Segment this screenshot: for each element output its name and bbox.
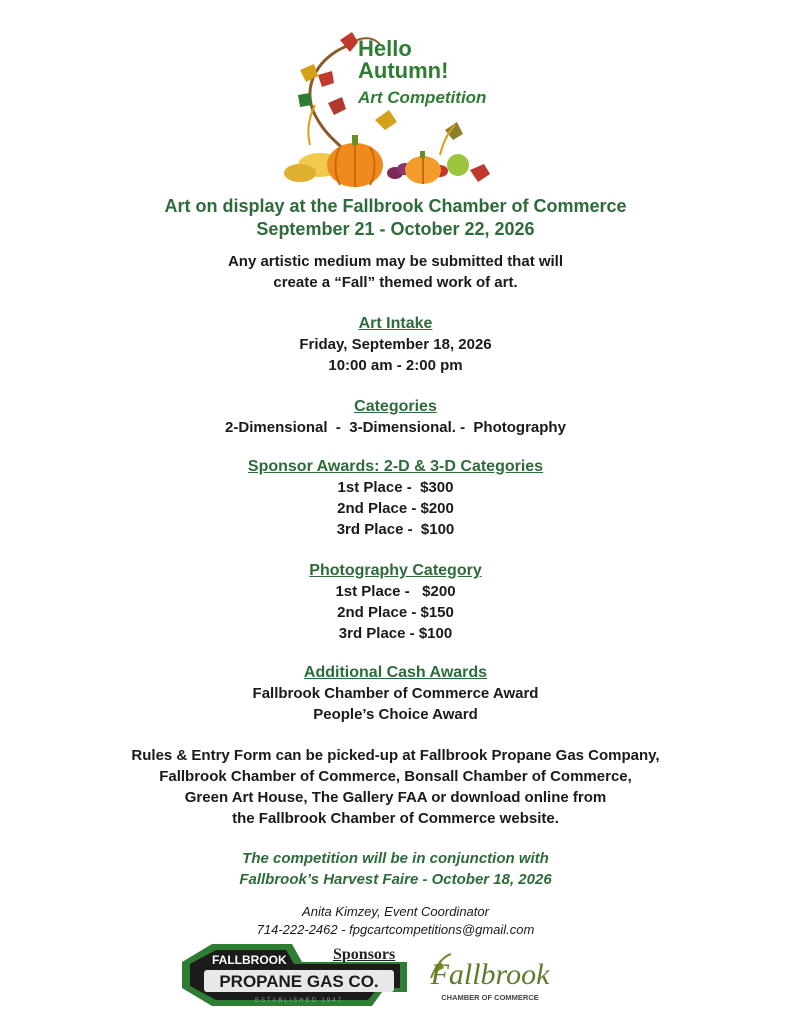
additional-award-item: People’s Choice Award (313, 706, 478, 723)
intake-title: Art Intake (358, 315, 433, 332)
photo-award-item: 3rd Place - $100 (338, 625, 453, 642)
categories-section (0, 397, 791, 438)
display-info (0, 195, 791, 241)
propane-main-text: PROPANE GAS CO. (219, 972, 379, 991)
photo-award-item: 2nd Place - $150 (337, 604, 454, 621)
art-competition-subtitle: Art Competition (358, 88, 487, 107)
chamber-sub-text: CHAMBER OF COMMERCE (441, 993, 539, 1002)
propane-gas-logo (182, 940, 412, 1010)
intake-time: 10:00 am - 2:00 pm (328, 357, 463, 374)
additional-award-item: Fallbrook Chamber of Commerce Award (252, 685, 539, 702)
rules-section (0, 745, 791, 829)
display-dates: September 21 - October 22, 2026 (256, 219, 535, 239)
autumn-line: Autumn! (358, 58, 449, 83)
intake-date: Friday, September 18, 2026 (299, 336, 492, 353)
coordinator-name: Anita Kimzey, Event Coordinator (302, 904, 489, 919)
intake-section (0, 314, 791, 376)
propane-sub-text: ESTABLISHED 1947 (255, 998, 343, 1004)
propane-top-text: FALLBROOK (212, 953, 287, 967)
contact-info (0, 903, 791, 939)
rules-line: Fallbrook Chamber of Commerce, Bonsall Chamber of Commerce, (159, 768, 632, 785)
additional-awards-section (0, 663, 791, 725)
sponsor-award-item: 1st Place - $300 (337, 479, 454, 496)
medium-line-1: Any artistic medium may be submitted that will (227, 253, 564, 270)
medium-line-2: create a “Fall” themed work of art. (273, 274, 518, 291)
sponsor-award-item: 3rd Place - $100 (336, 521, 455, 538)
sponsor-awards-title: Sponsor Awards: 2-D & 3-D Categories (247, 458, 544, 475)
rules-line: Rules & Entry Form can be picked-up at Fallbrook Propane Gas Company, (131, 747, 660, 764)
conjunction-note (0, 848, 791, 890)
hello-line: Hello (358, 36, 412, 61)
medium-info (0, 251, 791, 293)
conjunction-line-2: Fallbrook’s Harvest Faire - October 18, 2026 (239, 871, 552, 888)
chamber-name-text: Fallbrook (430, 958, 550, 991)
sponsor-award-item: 2nd Place - $200 (337, 500, 454, 517)
photography-title: Photography Category (309, 562, 482, 579)
rules-line: the Fallbrook Chamber of Commerce website. (232, 810, 559, 827)
conjunction-line-1: The competition will be in conjunction with (242, 850, 549, 867)
display-location: Art on display at the Fallbrook Chamber of Commerce (164, 196, 627, 216)
photography-section (0, 561, 791, 644)
categories-title: Categories (354, 398, 437, 415)
fallbrook-chamber-logo (425, 948, 555, 1006)
contact-details: 714-222-2462 - fpgcartcompetitions@gmail.com (256, 922, 535, 937)
categories-list: 2-Dimensional - 3-Dimensional. - Photography (225, 419, 566, 436)
photo-award-item: 1st Place - $200 (335, 583, 456, 600)
sponsor-awards-section (0, 457, 791, 540)
rules-line: Green Art House, The Gallery FAA or download online from (184, 789, 607, 806)
hello-autumn-title (358, 38, 448, 82)
sponsors-label: Sponsors (333, 946, 396, 963)
additional-awards-title: Additional Cash Awards (303, 664, 488, 681)
